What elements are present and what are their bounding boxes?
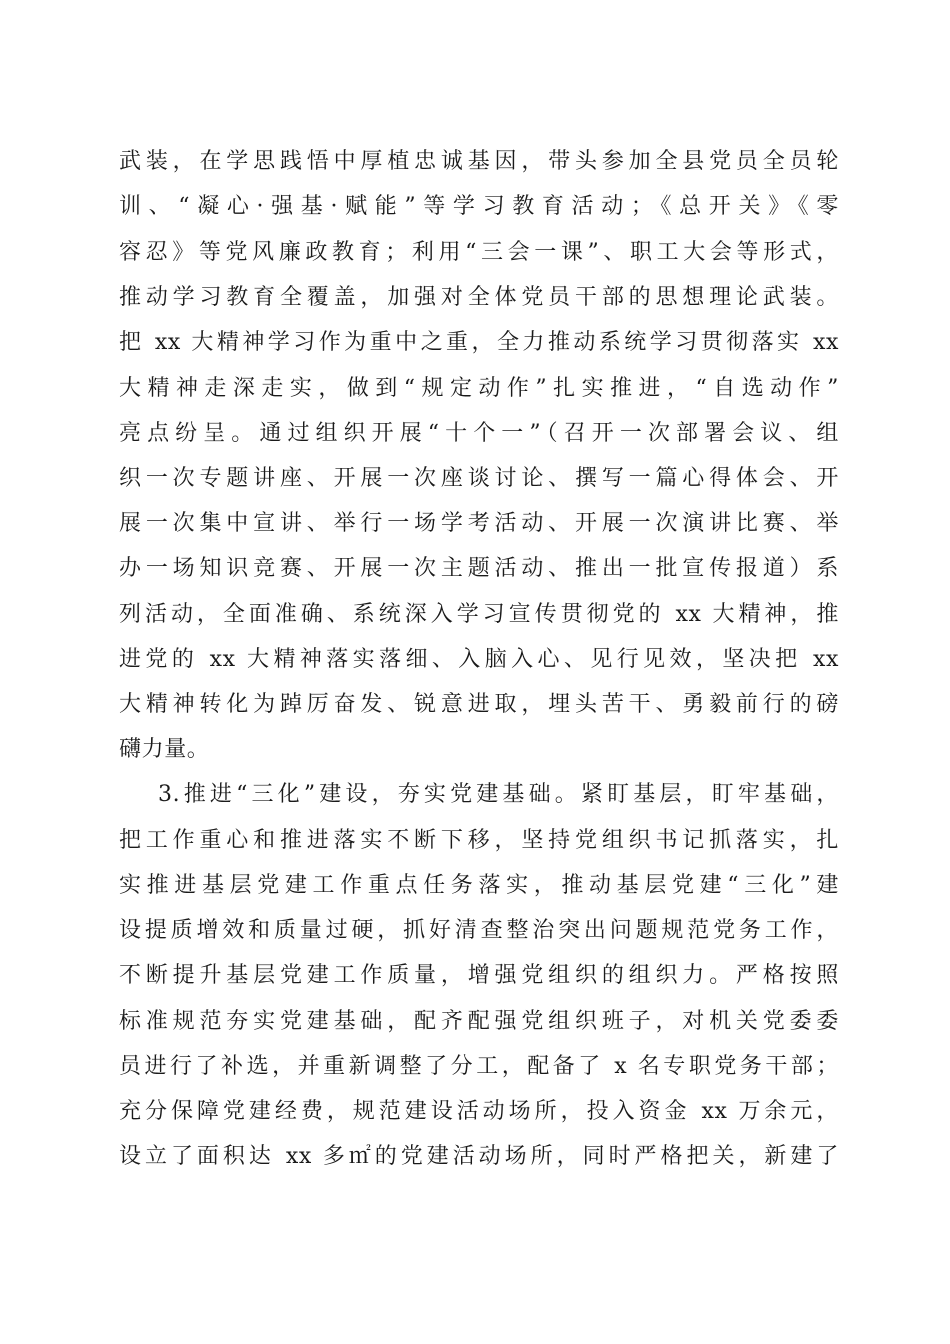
paragraph-line: 展一次集中宣讲、举行一场学考活动、开展一次演讲比赛、举: [119, 511, 839, 536]
paragraph-line: 设立了面积达 xx 多㎡的党建活动场所，同时严格把关，新建了: [119, 1144, 839, 1169]
paragraph-line: 办一场知识竞赛、开展一次主题活动、推出一批宣传报道）系: [119, 556, 839, 581]
paragraph-line: 大精神转化为踔厉奋发、锐意进取，埋头苦干、勇毅前行的磅: [119, 692, 839, 717]
paragraph-line: 推动学习教育全覆盖，加强对全体党员干部的思想理论武装。: [119, 285, 839, 310]
paragraph-line: 亮点纷呈。通过组织开展“十个一”（召开一次部署会议、组: [119, 421, 839, 446]
paragraph-line: 列活动，全面准确、系统深入学习宣传贯彻党的 xx 大精神，推: [119, 602, 839, 627]
paragraph-line: 进党的 xx 大精神落实落细、入脑入心、见行见效，坚决把 xx: [119, 647, 839, 672]
paragraph-line: 大精神走深走实，做到“规定动作”扎实推进，“自选动作”: [119, 376, 839, 401]
paragraph-line: 标准规范夯实党建基础，配齐配强党组织班子，对机关党委委: [119, 1009, 839, 1034]
paragraph-line: 不断提升基层党建工作质量，增强党组织的组织力。严格按照: [119, 963, 839, 988]
paragraph-line: 织一次专题讲座、开展一次座谈讨论、撰写一篇心得体会、开: [119, 466, 839, 491]
paragraph-line: 把 xx 大精神学习作为重中之重，全力推动系统学习贯彻落实 xx: [119, 330, 839, 355]
paragraph-line: 实推进基层党建工作重点任务落实，推动基层党建“三化”建: [119, 873, 839, 898]
paragraph-line: 充分保障党建经费，规范建设活动场所，投入资金 xx 万余元，: [119, 1099, 839, 1124]
paragraph-line: 容忍》等党风廉政教育；利用“三会一课”、职工大会等形式，: [119, 240, 839, 265]
paragraph-line: 设提质增效和质量过硬，抓好清查整治突出问题规范党务工作，: [119, 918, 839, 943]
paragraph-line: 把工作重心和推进落实不断下移，坚持党组织书记抓落实，扎: [119, 828, 839, 853]
paragraph-line: 训、“凝心·强基·赋能”等学习教育活动；《总开关》《零: [119, 194, 839, 219]
paragraph-line: 礴力量。: [119, 737, 210, 762]
paragraph-line: 员进行了补选，并重新调整了分工，配备了 x 名专职党务干部；: [119, 1054, 839, 1079]
section-heading-line: 3.推进“三化”建设，夯实党建基础。紧盯基层，盯牢基础，: [158, 782, 839, 807]
paragraph-line: 武装，在学思践悟中厚植忠诚基因，带头参加全县党员全员轮: [119, 149, 839, 174]
